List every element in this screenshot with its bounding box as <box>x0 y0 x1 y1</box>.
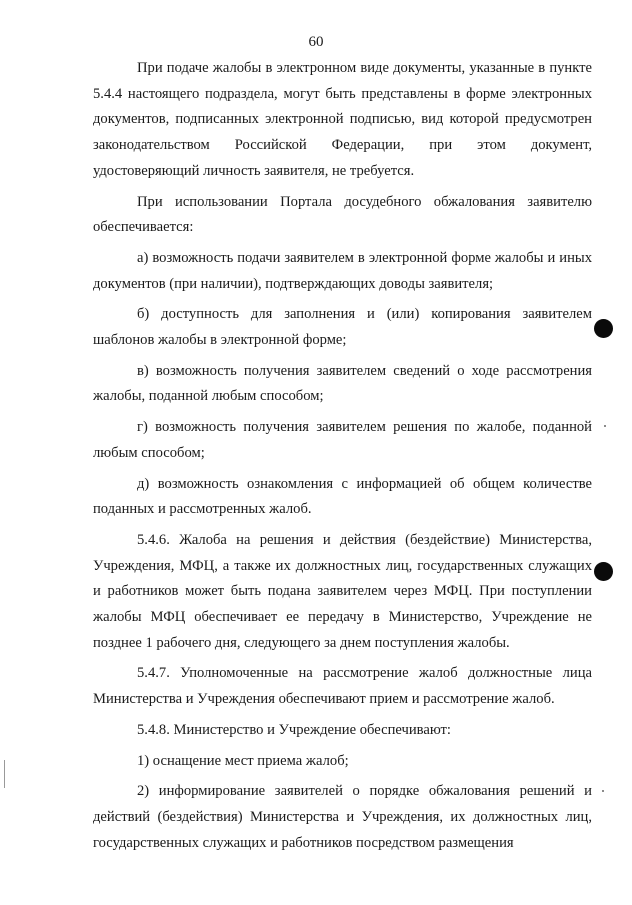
paragraph-electronic-submission: При подаче жалобы в электронном виде документы, указанные в пункте 5.4.4 настоящего подраздела, могут быть представлены в форме электронных документов, подписанных электронной подписью, вид которой предусмотрен законодательством Российской Федерации, при этом документ, удостоверяющий личность заявителя, не требуется. <box>93 60 592 179</box>
scan-speck <box>604 425 606 427</box>
list-item-1: 1) оснащение мест приема жалоб; <box>137 752 349 769</box>
scan-dot-mark <box>594 319 613 338</box>
list-item-d: д) возможность ознакомления с информацией об общем количестве поданных и рассмотренных жалоб. <box>93 475 592 518</box>
page-number: 60 <box>308 34 324 50</box>
scan-dot-mark <box>594 562 613 581</box>
paragraph-5-4-7: 5.4.7. Уполномоченные на рассмотрение жалоб должностные лица Министерства и Учреждения обеспечивают прием и рассмотрение жалоб. <box>93 665 592 708</box>
list-item-b: б) доступность для заполнения и (или) копирования заявителем шаблонов жалобы в электронной форме; <box>93 306 592 349</box>
scan-speck <box>602 790 604 792</box>
scan-edge-mark <box>4 760 5 788</box>
list-item-2: 2) информирование заявителей о порядке обжалования решений и действий (бездействия) Министерства и Учреждения, их должностных лиц, государственных служащих и работников посредством размещения <box>93 783 592 851</box>
paragraph-5-4-8: 5.4.8. Министерство и Учреждение обеспечивают: <box>137 721 451 738</box>
paragraph-portal-intro: При использовании Портала досудебного обжалования заявителю обеспечивается: <box>93 193 592 236</box>
list-item-a: а) возможность подачи заявителем в электронной форме жалобы и иных документов (при наличии), подтверждающих доводы заявителя; <box>93 249 592 292</box>
paragraph-5-4-6: 5.4.6. Жалоба на решения и действия (бездействие) Министерства, Учреждения, МФЦ, а также их должностных лиц, государственных служащих и работников может быть подана заявителем через МФЦ. При поступлении жалобы МФЦ обеспечивает ее передачу в Министерство, Учреждение не позднее 1 рабочего дня, следующего за днем поступления жалобы. <box>93 531 592 651</box>
list-item-v: в) возможность получения заявителем сведений о ходе рассмотрения жалобы, поданной любым способом; <box>93 362 592 405</box>
document-body <box>93 56 592 856</box>
list-item-g: г) возможность получения заявителем решения по жалобе, поданной любым способом; <box>93 419 592 461</box>
